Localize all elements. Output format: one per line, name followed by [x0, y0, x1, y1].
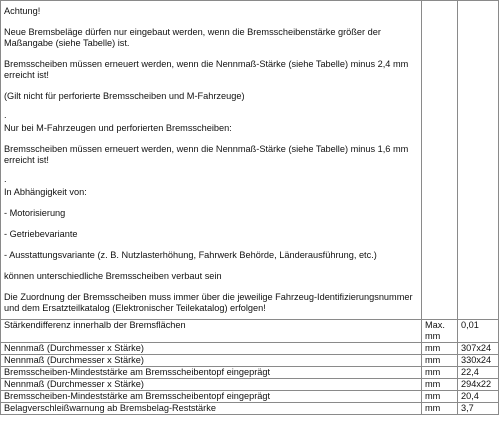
row-label: Nennmaß (Durchmesser x Stärke)	[1, 355, 422, 367]
row-unit: mm	[422, 367, 458, 379]
row-label: Stärkendifferenz innerhalb der Bremsflächen	[1, 320, 422, 343]
row-value: 307x24	[458, 343, 499, 355]
row-label: Bremsscheiben-Mindeststärke am Bremsscheibentopf eingeprägt	[1, 367, 422, 379]
row-label: Bremsscheiben-Mindeststärke am Bremsscheibentopf eingeprägt	[1, 391, 422, 403]
note-engine: - Motorisierung	[4, 208, 66, 218]
row-label: Nennmaß (Durchmesser x Stärke)	[1, 343, 422, 355]
note-assignment: Die Zuordnung der Bremsscheiben muss immer über die jeweilige Fahrzeug-Identifizierungsnummer und dem Ersatzteilkatalog (Elektronischer Teilekatalog) erfolgen!	[4, 292, 413, 313]
row-value: 294x22	[458, 379, 499, 391]
table-row	[1, 320, 499, 343]
row-label: Belagverschleißwarnung ab Bremsbelag-Reststärke	[1, 403, 422, 415]
row-unit: Max. mm	[422, 320, 458, 343]
row-unit: mm	[422, 391, 458, 403]
note-replace-2-4: Bremsscheiben müssen erneuert werden, wenn die Nennmaß-Stärke (siehe Tabelle) minus 2,4 mm erreicht ist!	[4, 59, 409, 80]
note-depending-on: In Abhängigkeit von:	[4, 187, 87, 197]
table-row	[1, 355, 499, 367]
notes-row	[1, 1, 499, 320]
row-value: 3,7	[458, 403, 499, 415]
table-row	[1, 379, 499, 391]
table-row	[1, 403, 499, 415]
note-m-vehicles: Nur bei M-Fahrzeugen und perforierten Bremsscheiben:	[4, 123, 232, 133]
table-row	[1, 343, 499, 355]
note-exception: (Gilt nicht für perforierte Bremsscheiben und M-Fahrzeuge)	[4, 91, 245, 101]
row-value: 22,4	[458, 367, 499, 379]
row-value: 0,01	[458, 320, 499, 343]
table-row	[1, 367, 499, 379]
row-label: Nennmaß (Durchmesser x Stärke)	[1, 379, 422, 391]
row-value: 330x24	[458, 355, 499, 367]
row-unit: mm	[422, 355, 458, 367]
table-row	[1, 391, 499, 403]
note-warning: Achtung!	[4, 6, 41, 16]
note-separator: .	[4, 174, 7, 184]
notes-value-cell	[458, 1, 499, 320]
note-new-pads: Neue Bremsbeläge dürfen nur eingebaut werden, wenn die Bremsscheibenstärke größer der Maßangabe (siehe Tabelle) ist.	[4, 27, 381, 48]
notes-unit-cell	[422, 1, 458, 320]
row-unit: mm	[422, 343, 458, 355]
row-value: 20,4	[458, 391, 499, 403]
note-replace-1-6: Bremsscheiben müssen erneuert werden, wenn die Nennmaß-Stärke (siehe Tabelle) minus 1,6 mm erreicht ist!	[4, 144, 409, 165]
note-equipment: - Ausstattungsvariante (z. B. Nutzlasterhöhung, Fahrwerk Behörde, Länderausführung, etc.)	[4, 250, 377, 260]
note-separator: .	[4, 110, 7, 120]
row-unit: mm	[422, 403, 458, 415]
note-gearbox: - Getriebevariante	[4, 229, 78, 239]
note-different-discs: können unterschiedliche Bremsscheiben verbaut sein	[4, 271, 222, 281]
notes-cell	[1, 1, 422, 320]
row-unit: mm	[422, 379, 458, 391]
